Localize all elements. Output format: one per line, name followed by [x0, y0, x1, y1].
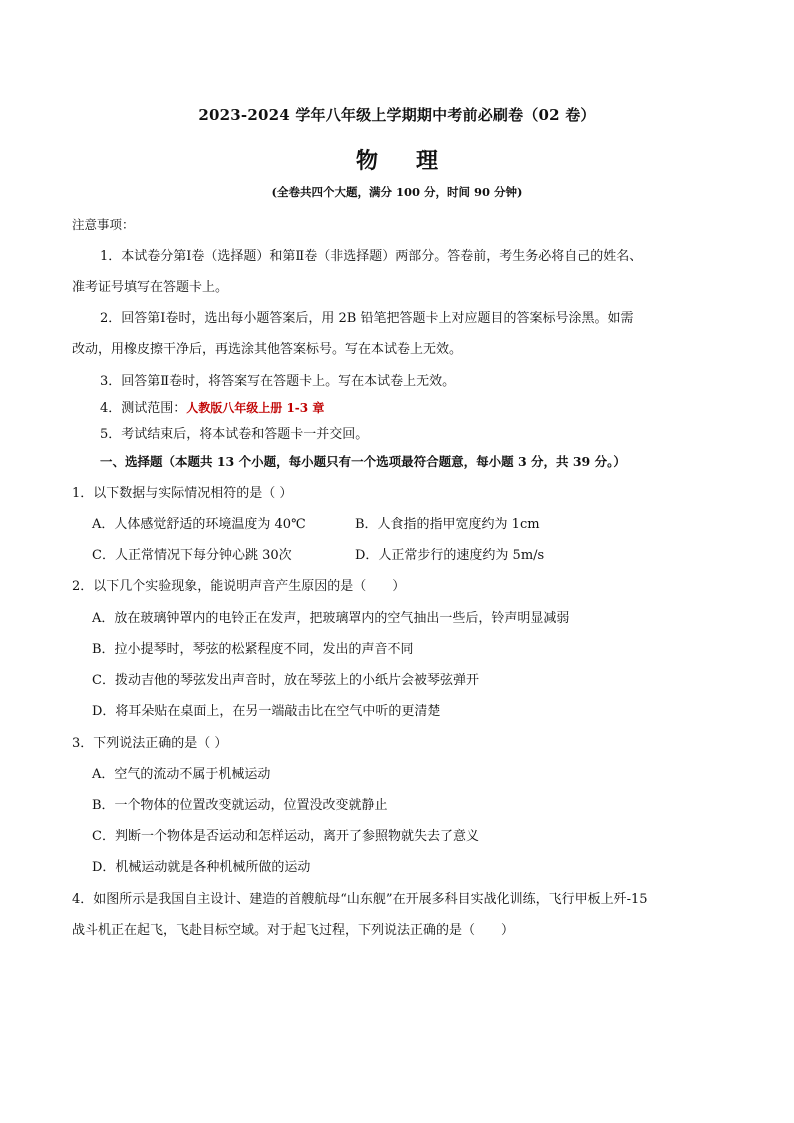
question-1-stem: 1．以下数据与实际情况相符的是（ ）	[72, 486, 293, 501]
question-3-option-b: B．一个物体的位置改变就运动，位置没改变就静止	[92, 798, 388, 813]
notice-item-1-line-2: 准考证号填写在答题卡上。	[72, 280, 229, 295]
question-2-option-a: A．放在玻璃钟罩内的电铃正在发声，把玻璃罩内的空气抽出一些后，铃声明显减弱	[92, 611, 570, 626]
question-3-option-a: A．空气的流动不属于机械运动	[92, 767, 271, 782]
notice-item-2-line-2: 改动，用橡皮擦干净后，再选涂其他答案标号。写在本试卷上无效。	[72, 342, 463, 357]
question-4-stem-line-2: 战斗机正在起飞，飞赴目标空域。对于起飞过程，下列说法正确的是（ ）	[72, 923, 515, 938]
question-3-option-d: D．机械运动就是各种机械所做的运动	[92, 860, 311, 875]
exam-subtitle: (全卷共四个大题，满分 100 分，时间 90 分钟)	[271, 185, 523, 199]
question-2-option-b: B．拉小提琴时，琴弦的松紧程度不同，发出的声音不同	[92, 642, 414, 657]
question-1-option-b: B．人食指的指甲宽度约为 1cm	[355, 517, 540, 532]
notice-item-5: 5．考试结束后，将本试卷和答题卡一并交回。	[100, 427, 369, 442]
question-1-option-c: C．人正常情况下每分钟心跳 30次	[92, 548, 292, 563]
question-1-option-d: D．人正常步行的速度约为 5m/s	[355, 548, 545, 563]
question-3-option-c: C．判断一个物体是否运动和怎样运动，离开了参照物就失去了意义	[92, 829, 479, 844]
notice-item-2-line-1: 2．回答第Ⅰ卷时，选出每小题答案后，用 2B 铅笔把答题卡上对应题目的答案标号涂黑。如需	[100, 311, 634, 326]
question-2-stem: 2．以下几个实验现象，能说明声音产生原因的是（ ）	[72, 579, 406, 594]
section-1-heading: 一、选择题（本题共 13 个小题，每小题只有一个选项最符合题意，每小题 3 分，共 39 分。）	[100, 454, 626, 469]
notice-heading: 注意事项：	[72, 217, 135, 232]
exam-title: 2023-2024 学年八年级上学期期中考前必刷卷（02 卷）	[198, 106, 596, 124]
notice-item-4	[100, 402, 324, 415]
question-2-option-d: D．将耳朵贴在桌面上，在另一端敲击比在空气中听的更清楚	[92, 704, 441, 719]
test-range: 人教版八年级上册 1-3 章	[186, 401, 325, 415]
notice-item-4-prefix: 4．测试范围：	[100, 401, 187, 416]
subject-title: 物理	[355, 148, 476, 174]
notice-item-1-line-1: 1．本试卷分第Ⅰ卷（选择题）和第Ⅱ卷（非选择题）两部分。答卷前，考生务必将自己的姓名、	[100, 249, 643, 264]
question-4-stem-line-1: 4．如图所示是我国自主设计、建造的首艘航母“山东舰”在开展多科目实战化训练，飞行甲板上歼-15	[72, 892, 648, 907]
question-1-option-a: A．人体感觉舒适的环境温度为 40℃	[92, 517, 306, 532]
question-3-stem: 3．下列说法正确的是（ ）	[72, 736, 228, 751]
notice-item-3: 3．回答第Ⅱ卷时，将答案写在答题卡上。写在本试卷上无效。	[100, 374, 456, 389]
question-2-option-c: C．拨动吉他的琴弦发出声音时，放在琴弦上的小纸片会被琴弦弹开	[92, 673, 479, 688]
